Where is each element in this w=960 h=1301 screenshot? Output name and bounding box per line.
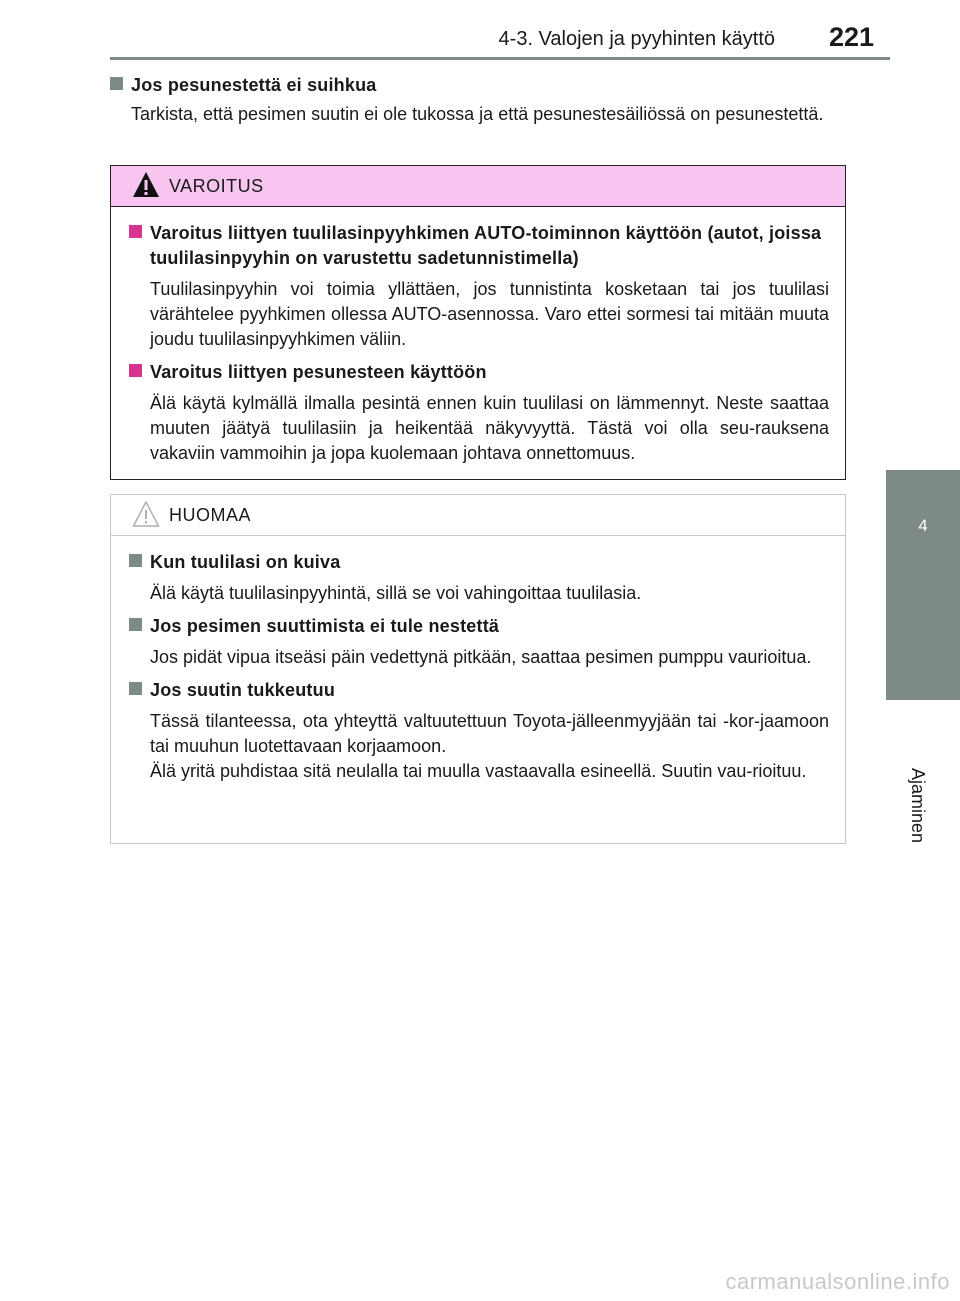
header-rule [110, 57, 890, 60]
square-bullet-icon [129, 225, 142, 238]
square-bullet-icon [129, 618, 142, 631]
warning-item [129, 360, 829, 466]
notice-box [110, 494, 846, 844]
notice-item [129, 614, 829, 670]
notice-item-heading: Kun tuulilasi on kuiva [129, 550, 829, 575]
notice-item [129, 678, 829, 784]
warning-triangle-icon [131, 170, 161, 200]
warning-item [129, 221, 829, 352]
chapter-tab[interactable] [886, 470, 960, 700]
notice-header [111, 495, 845, 536]
page-header [110, 20, 890, 60]
notice-item [129, 550, 829, 606]
square-bullet-icon [129, 554, 142, 567]
intro-section [110, 73, 840, 127]
warning-item-body: Tuulilasinpyyhin voi toimia yllättäen, jos tunnistinta kosketaan tai jos tuulilasi värähtelee pyyhkimen ollessa AUTO-asennossa. Varo ettei sormesi tai mitään muuta joudu tuulilasinpyyhkimen väliin. [150, 279, 829, 349]
warning-header [111, 166, 845, 207]
square-bullet-icon [129, 682, 142, 695]
chapter-number: 4 [918, 516, 928, 535]
notice-item-body-line: Tässä tilanteessa, ota yhteyttä valtuutettuun Toyota-jälleenmyyjään tai -kor-jaamoon tai muuhun luotettavaan korjaamoon. [150, 711, 829, 756]
warning-box [110, 165, 846, 480]
notice-item-body [129, 709, 829, 784]
chapter-title: Ajaminen [908, 768, 928, 844]
warning-title: VAROITUS [169, 176, 264, 196]
warning-item-heading: Varoitus liittyen pesunesteen käyttöön [129, 360, 829, 385]
notice-item-body: Jos pidät vipua itseäsi päin vedettynä pitkään, saattaa pesimen pumppu vaurioitua. [150, 647, 812, 667]
warning-item-heading: Varoitus liittyen tuulilasinpyyhkimen AUTO-toiminnon käyttöön (autot, joissa tuulilasinpyyhin on varustettu sadetunnistimella) [129, 221, 829, 271]
notice-item-heading: Jos suutin tukkeutuu [129, 678, 829, 703]
warning-item-body: Älä käytä kylmällä ilmalla pesintä ennen kuin tuulilasi on lämmennyt. Neste saattaa muuten jäätyä tuulilasiin ja heikentää näkyvyyttä. Tästä voi olla seu-rauksena vakaviin vammoihin ja jopa kuolemaan johtava onnettomuus. [150, 393, 829, 463]
notice-item-body-line: Älä yritä puhdistaa sitä neulalla tai muulla vastaavalla esineellä. Suutin vau-rioituu. [150, 761, 807, 781]
caution-triangle-icon [131, 499, 161, 529]
section-title: 4-3. Valojen ja pyyhinten käyttö [498, 28, 775, 50]
warning-content [111, 207, 845, 466]
notice-title: HUOMAA [169, 505, 252, 525]
footer-watermark: carmanualsonline.info [725, 1269, 950, 1294]
notice-content [111, 536, 845, 784]
notice-item-heading: Jos pesimen suuttimista ei tule nestettä [129, 614, 829, 639]
chapter-label [886, 708, 936, 908]
intro-body: Tarkista, että pesimen suutin ei ole tukossa ja että pesunestesäiliössä on pesunestettä. [131, 104, 824, 124]
intro-heading: Jos pesunestettä ei suihkua [110, 73, 840, 98]
notice-item-body: Älä käytä tuulilasinpyyhintä, sillä se voi vahingoittaa tuulilasia. [150, 583, 642, 603]
page-number: 221 [828, 22, 874, 52]
square-bullet-icon [110, 77, 123, 90]
square-bullet-icon [129, 364, 142, 377]
